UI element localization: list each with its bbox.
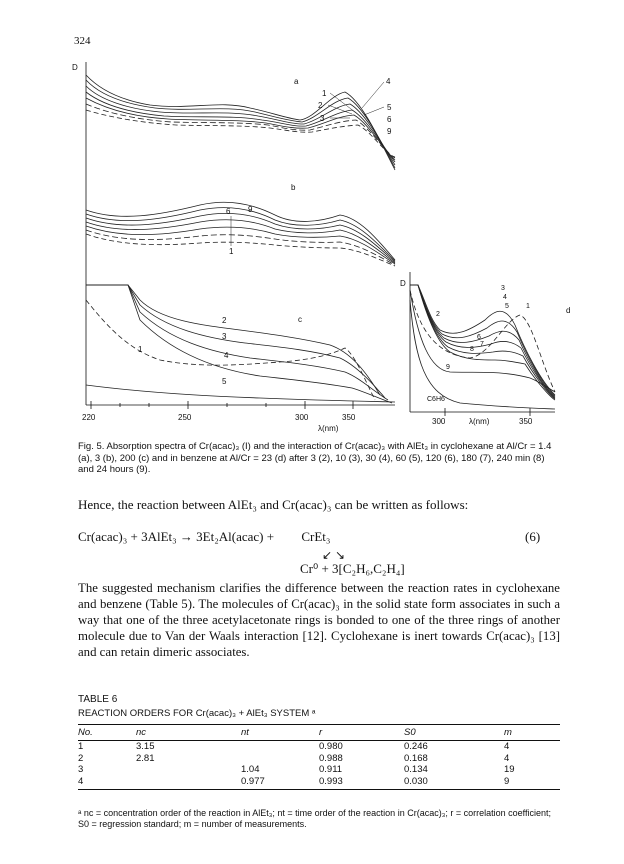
table-title: REACTION ORDERS FOR Cr(acac)₃ + AlEt₃ SYSTEM ᵃ: [78, 708, 316, 719]
body-paragraph-2: The suggested mechanism clarifies the difference between the reaction rates in cyclohexane and benzene (Table 5). The molecules of Cr(acac)₃ in the solid state form associates in such a way that one of the three acetylacetonate rings is bonded to one of the three rings of another molecule due to Van der Waals interaction [12]. Cyclohexane is inert towards Cr(acac)₃ [13] and can retain dimeric associates.: [78, 581, 560, 659]
table-row: [78, 741, 560, 753]
table-header-cell: nt: [241, 725, 319, 741]
table-cell: 0.168: [404, 752, 428, 764]
body-paragraph-1: Hence, the reaction between AlEt₃ and Cr(acac)₃ can be written as follows:: [78, 497, 469, 512]
panel-c-label: c: [298, 315, 302, 324]
table-cell: 2: [78, 752, 84, 764]
table-cell: 4: [504, 741, 510, 752]
main-y-label: D: [72, 63, 78, 72]
svg-text:4: 4: [386, 77, 391, 86]
svg-text:3: 3: [320, 114, 325, 123]
table-cell: [241, 753, 319, 765]
table-header-cell: r: [319, 725, 404, 741]
panel-d-solvent-label: C6H6: [427, 396, 445, 403]
table-cell: 0.980: [319, 741, 343, 752]
equation-line-1: [78, 529, 330, 545]
svg-text:300: 300: [295, 413, 309, 422]
equation-arrows: ↙ ↘: [322, 548, 346, 562]
table-cell: [136, 776, 241, 790]
panel-a-label: a: [294, 77, 299, 86]
table-row: [78, 776, 560, 790]
panel-c-curves: [86, 285, 395, 403]
table-cell: [241, 741, 319, 753]
svg-text:λ(nm): λ(nm): [469, 417, 490, 426]
table-cell: 0.993: [319, 776, 404, 790]
reaction-orders-table: [78, 724, 560, 790]
svg-text:1: 1: [322, 89, 327, 98]
svg-text:3: 3: [501, 285, 505, 292]
svg-text:5: 5: [387, 103, 392, 112]
table-cell: 0.134: [404, 764, 428, 775]
table-cell: 9: [504, 776, 560, 790]
table-cell: 1: [78, 741, 84, 752]
table-row: [78, 753, 560, 765]
svg-text:6: 6: [226, 207, 231, 216]
table-cell: 0.977: [241, 776, 319, 790]
table-cell: 3: [78, 764, 84, 775]
table-cell: [136, 764, 241, 776]
equation-reactants: Cr(acac)₃ + 3AlEt₃ → 3Et₂Al(acac) +: [78, 529, 275, 544]
svg-text:2: 2: [436, 311, 440, 318]
svg-text:4: 4: [503, 294, 507, 301]
table-cell: 0.246: [404, 741, 428, 752]
table-header-cell: S0: [404, 725, 504, 741]
table-cell: 2.81: [136, 752, 155, 764]
svg-text:350: 350: [342, 413, 356, 422]
panel-b-label: b: [291, 183, 296, 192]
table-cell: 3.15: [136, 741, 155, 752]
svg-text:1: 1: [526, 303, 530, 310]
svg-text:250: 250: [178, 413, 192, 422]
svg-text:5: 5: [505, 303, 509, 310]
table-header-cell: nc: [136, 725, 241, 741]
table-cell: 1.04: [241, 764, 260, 775]
table-row: [78, 764, 560, 776]
svg-text:4: 4: [224, 351, 229, 360]
svg-text:3: 3: [222, 332, 227, 341]
svg-text:7: 7: [480, 341, 484, 348]
table-cell: 0.988: [319, 752, 343, 764]
figure-caption: [78, 441, 558, 476]
svg-text:1: 1: [138, 345, 143, 354]
table-cell: 0.030: [404, 776, 504, 790]
svg-text:2: 2: [222, 316, 227, 325]
equation-number: (6): [525, 529, 541, 544]
panel-a-curves: [86, 75, 395, 170]
equation-line-2: Cr⁰ + 3[C₂H₆,C₂H₄]: [300, 561, 405, 576]
table-cell: 19: [504, 764, 515, 775]
svg-text:9: 9: [446, 364, 450, 371]
svg-text:8: 8: [470, 346, 474, 353]
svg-text:9: 9: [387, 127, 392, 136]
table-cell: 0.911: [319, 764, 343, 775]
svg-text:6: 6: [387, 115, 392, 124]
svg-text:2: 2: [318, 101, 323, 110]
page-number: 324: [74, 35, 91, 47]
svg-text:350: 350: [519, 417, 533, 426]
table-label: TABLE 6: [78, 694, 118, 705]
panel-d-label: d: [566, 306, 571, 315]
table-cell: 4: [504, 752, 510, 764]
table-cell: 4: [78, 776, 136, 790]
svg-text:1: 1: [229, 247, 234, 256]
svg-text:5: 5: [222, 377, 227, 386]
panel-d-y-label: D: [400, 279, 406, 288]
caption-text: Absorption spectra of Cr(acac)₃ (I) and the interaction of Cr(acac)₃ with AlEt₃ in cyclohexane at Al/Cr = 1.4 (a), 3 (b), 200 (c) and in benzene at Al/Cr = 23 (d) after 3 (2), 10 (3), 30 (4), 60 (5), 120 (6), 180 (7), 240 min (8) and 24 hours (9).: [78, 441, 552, 475]
svg-text:300: 300: [432, 417, 446, 426]
table-footnote: ᵃ nc = concentration order of the reaction in AlEt₃; nt = time order of the reaction in Cr(acac)₃; r = correlation coefficient; S0 = regression standard; m = number of measurements.: [78, 808, 551, 829]
equation-product: CrEt₃: [301, 529, 331, 544]
svg-text:9: 9: [248, 205, 253, 214]
main-x-label: λ(nm): [318, 424, 339, 433]
panel-b-curves: [86, 202, 395, 266]
caption-label: Fig. 5.: [78, 441, 105, 452]
table-header-cell: m: [504, 725, 560, 741]
table-header-row: [78, 725, 560, 741]
svg-text:6: 6: [477, 334, 481, 341]
table-header-cell: No.: [78, 725, 136, 741]
svg-text:220: 220: [82, 413, 96, 422]
